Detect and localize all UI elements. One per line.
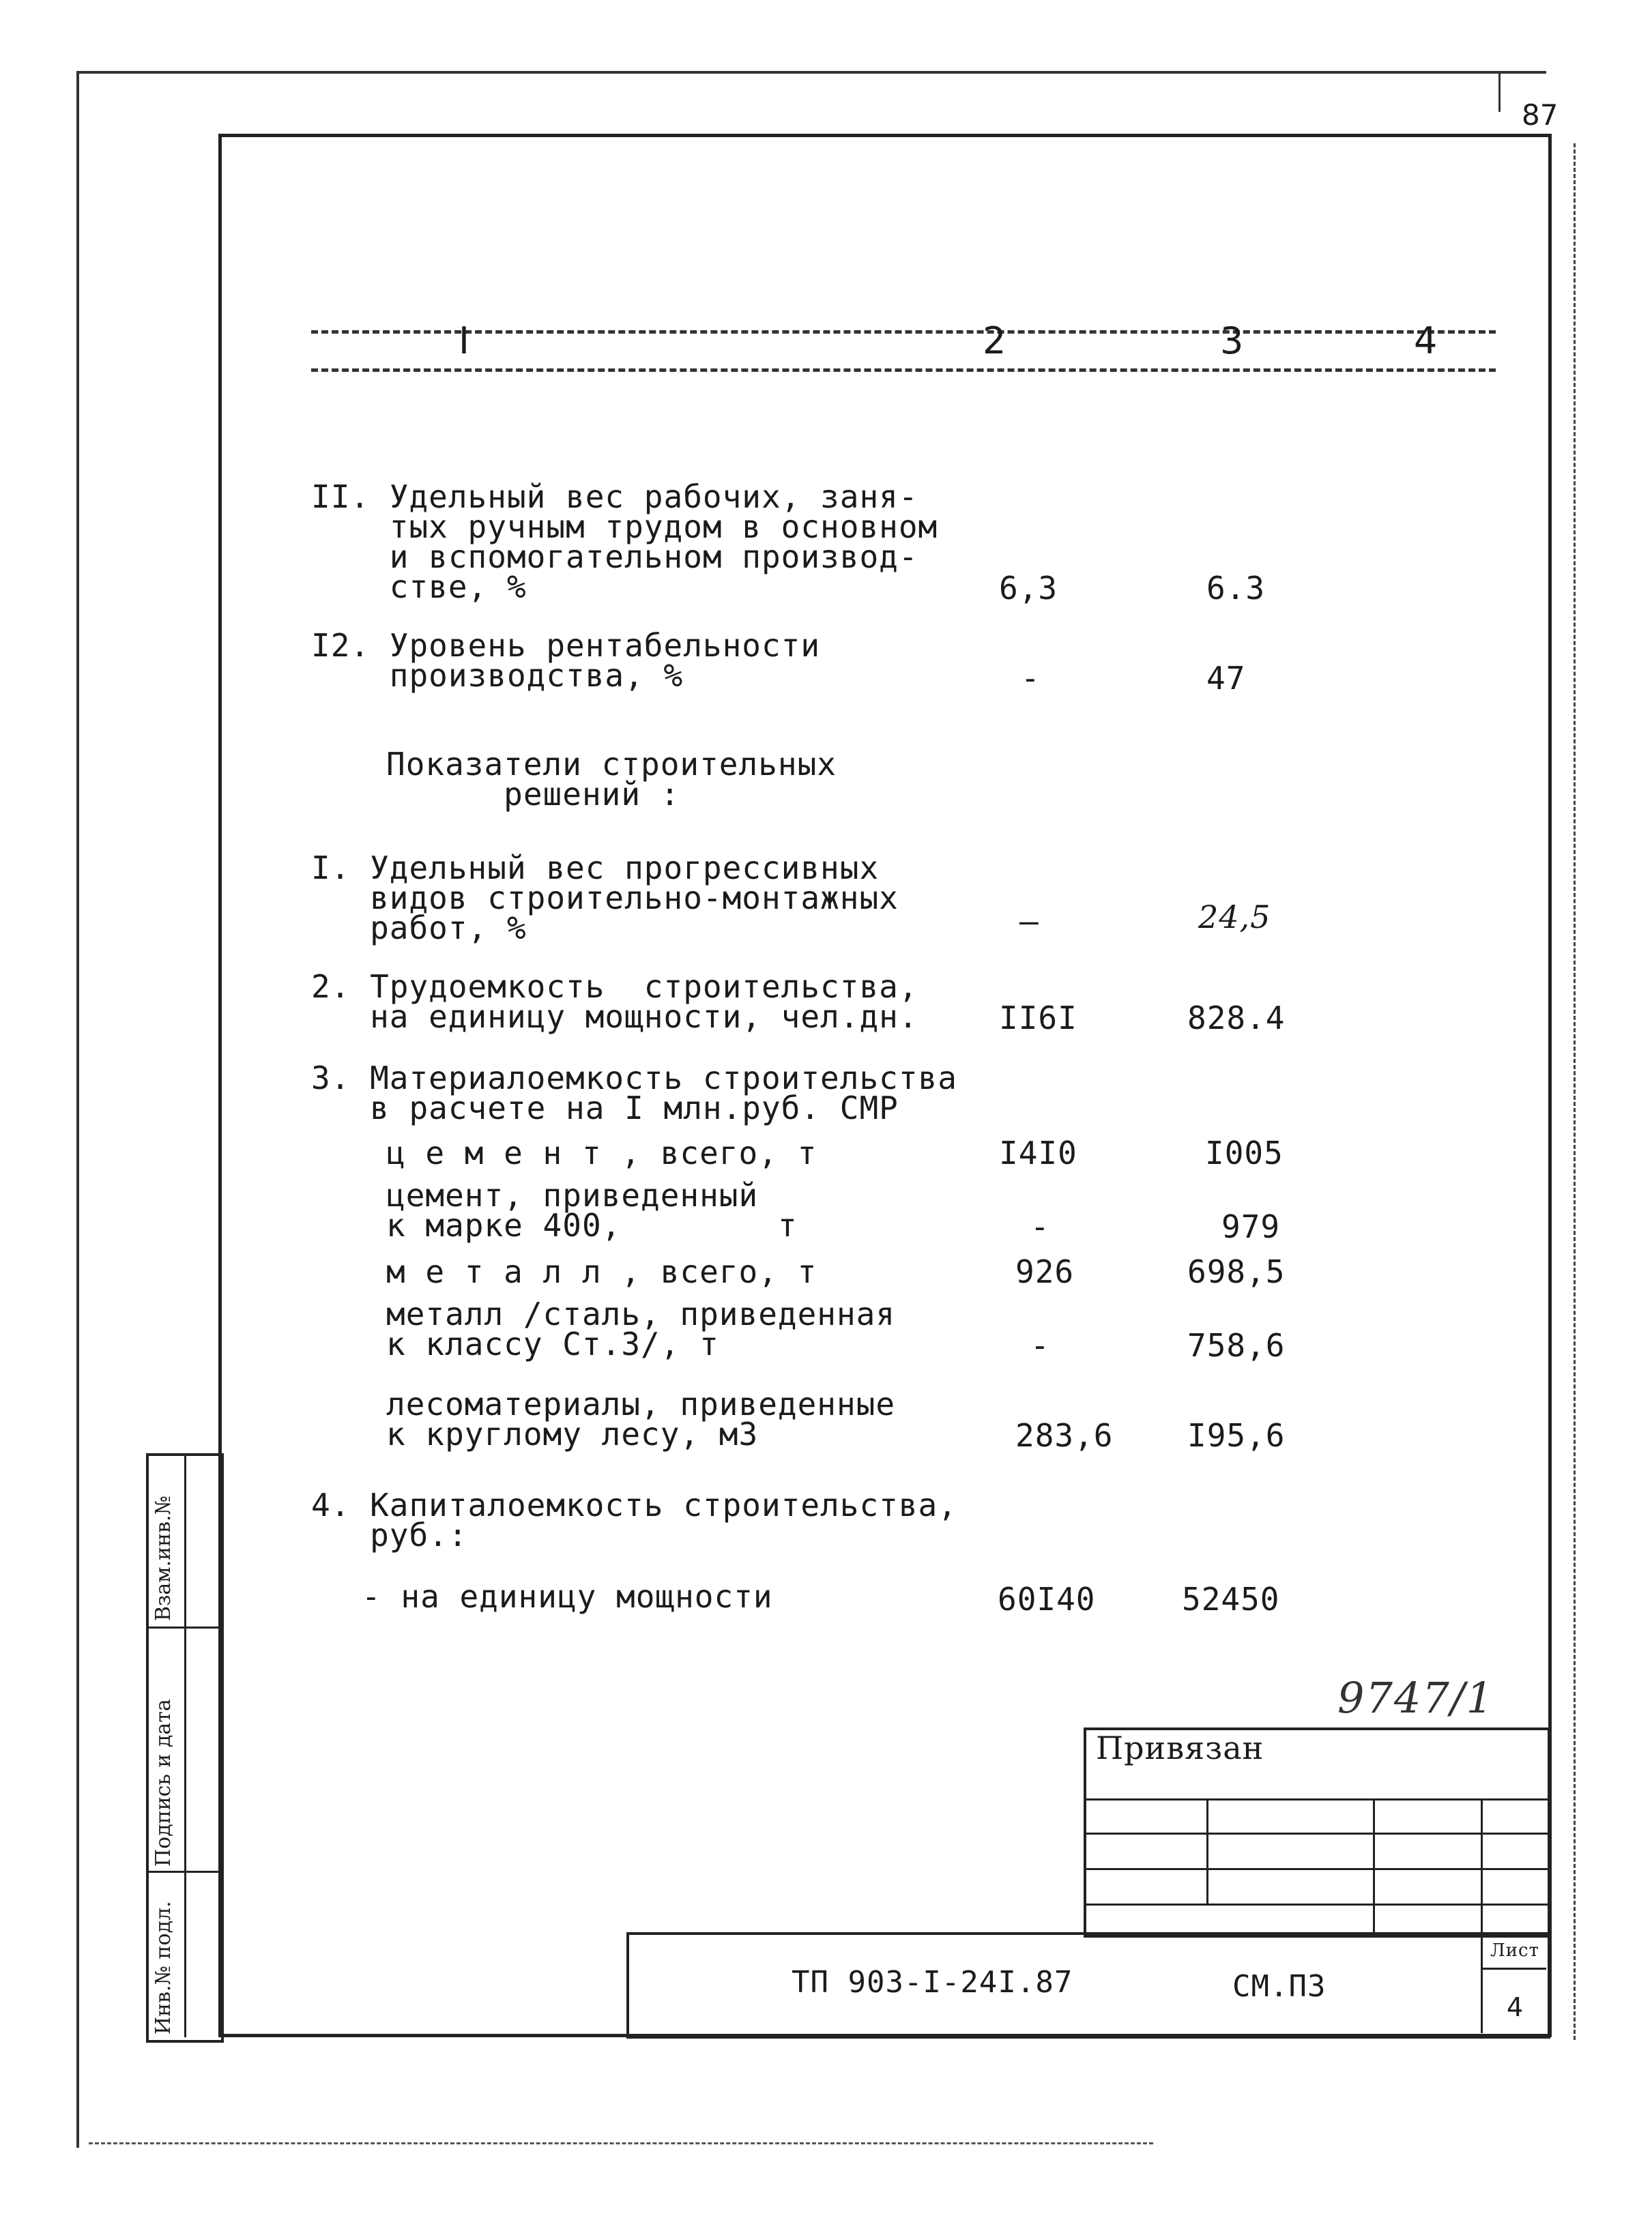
row-label: I2. Уровень рентабельности производства, % xyxy=(311,627,821,694)
bound-stamp-rule xyxy=(1084,1868,1548,1870)
margin-label-signature: Подпись и дата xyxy=(151,1699,175,1867)
row-value-col2: 283,6 xyxy=(1015,1417,1114,1454)
sheet-cell-divider xyxy=(1481,1932,1483,2033)
row-value-col3: 828.4 xyxy=(1187,1000,1286,1036)
sheet-cell-rule xyxy=(1481,1968,1546,1970)
row-label: II. Удельный вес рабочих, заня- тых ручным трудом в основном и вспомогательном производ- стве, % xyxy=(311,478,938,605)
bound-stamp-label: Привязан xyxy=(1096,1730,1264,1766)
row-label: 3. Материалоемкость строительства в расчете на I млн.руб. СМР xyxy=(311,1060,957,1126)
row-value-col3: 47 xyxy=(1206,660,1246,697)
margin-label-replacement: Взам.инв.№ xyxy=(151,1496,175,1621)
sheet-label: Лист xyxy=(1490,1940,1539,1961)
row-value-col2: 60I40 xyxy=(998,1581,1096,1618)
margin-stamp-rule xyxy=(146,1627,220,1629)
row-value-col3: I005 xyxy=(1205,1135,1284,1171)
row-value-col3: I95,6 xyxy=(1187,1417,1286,1454)
bound-stamp-rule xyxy=(1084,1904,1548,1906)
row-label: - на единицу мощности xyxy=(362,1578,773,1615)
table-header-bottom-rule xyxy=(311,368,1496,372)
bound-stamp-divider xyxy=(1206,1798,1208,1904)
column-header-2: 2 xyxy=(983,319,1007,362)
row-label: цемент, приведенный к марке 400, т xyxy=(386,1177,798,1244)
document-code: ТП 903-I-24I.87 xyxy=(792,1965,1073,2000)
row-value-col2: - xyxy=(1030,1327,1050,1364)
section-heading: Показатели строительных решений : xyxy=(386,746,837,813)
bound-stamp-divider xyxy=(1373,1798,1375,1932)
row-value-col3: 758,6 xyxy=(1187,1327,1286,1364)
handwritten-number: 9747/1 xyxy=(1337,1673,1495,1723)
row-label: металл /сталь, приведенная к классу Ст.3/, т xyxy=(386,1296,896,1362)
section-code: СМ.ПЗ xyxy=(1232,1969,1327,2004)
row-value-col2: - xyxy=(1030,1208,1050,1245)
row-value-col3: 698,5 xyxy=(1187,1253,1286,1290)
page-number: 87 xyxy=(1522,98,1559,132)
right-edge-line xyxy=(1574,143,1576,2040)
bottom-edge-line xyxy=(89,2142,1153,2144)
row-value-col2: - xyxy=(1021,660,1041,697)
row-value-col3: 6.3 xyxy=(1206,570,1266,607)
row-label: лесоматериалы, приведенные к круглому лесу, м3 xyxy=(386,1386,896,1453)
row-label: 4. Капиталоемкость строительства, руб.: xyxy=(311,1487,957,1554)
column-header-4: 4 xyxy=(1414,319,1438,362)
margin-label-inventory: Инв.№ подл. xyxy=(151,1901,175,2035)
row-value-col3: 24,5 xyxy=(1198,899,1271,935)
table-header-top-rule xyxy=(311,330,1496,334)
row-value-col2: II6I xyxy=(999,1000,1077,1036)
row-value-col2: — xyxy=(1019,903,1039,939)
row-value-col2: I4I0 xyxy=(999,1135,1077,1171)
bound-stamp-rule xyxy=(1084,1833,1548,1835)
sheet-number: 4 xyxy=(1507,1992,1524,2022)
margin-stamp-divider xyxy=(184,1453,186,2037)
row-label: 2. Трудоемкость строительства, на единицу мощности, чел.дн. xyxy=(311,968,918,1035)
title-block xyxy=(626,1932,1550,2039)
column-header-3: 3 xyxy=(1220,319,1245,362)
row-value-col2: 926 xyxy=(1015,1253,1075,1290)
bound-stamp-divider xyxy=(1481,1798,1483,1932)
row-label: ц е м е н т , всего, т xyxy=(386,1135,817,1171)
row-value-col3: 979 xyxy=(1221,1208,1281,1245)
row-value-col3: 52450 xyxy=(1182,1581,1280,1618)
row-label: I. Удельный вес прогрессивных видов строительно-монтажных работ, % xyxy=(311,849,899,946)
row-label: м е т а л л , всего, т xyxy=(386,1253,817,1290)
column-header-1: I xyxy=(459,319,470,362)
bound-stamp-rule xyxy=(1084,1798,1548,1800)
row-value-col2: 6,3 xyxy=(999,570,1058,607)
margin-stamp-rule xyxy=(146,1871,220,1873)
